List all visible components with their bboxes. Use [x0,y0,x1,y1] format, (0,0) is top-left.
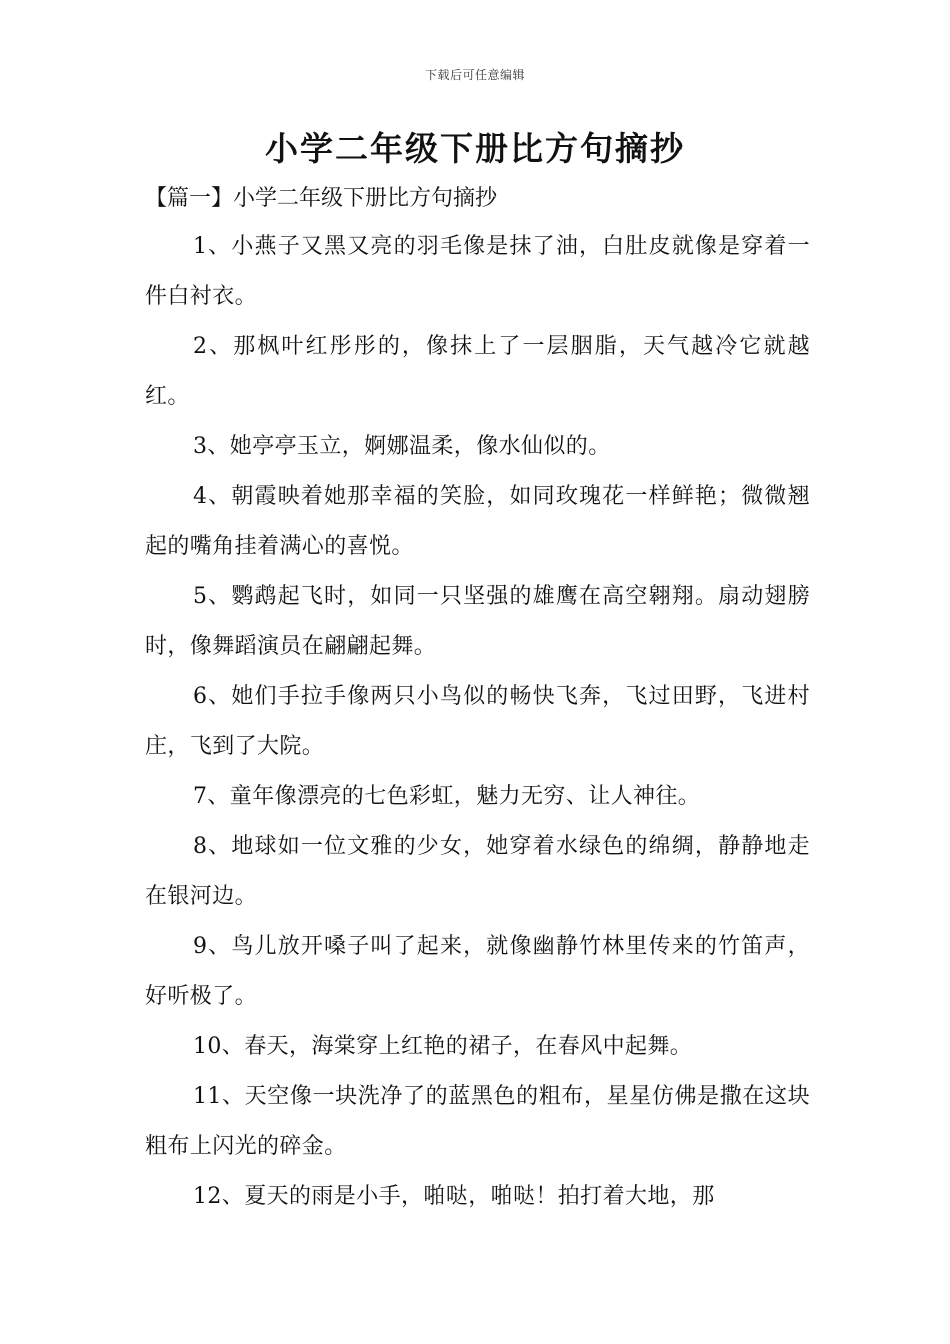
paragraph-7: 7、童年像漂亮的七色彩虹，魅力无穷、让人神往。 [193,784,701,809]
paragraph-12: 12、夏天的雨是小手，啪哒，啪哒！拍打着大地，那 [193,1184,715,1209]
paragraph-6: 6、她们手拉手像两只小鸟似的畅快飞奔，飞过田野，飞进村庄，飞到了大院。 [145,684,810,759]
paragraph-10: 10、春天，海棠穿上红艳的裙子，在春风中起舞。 [193,1034,693,1059]
paragraph-5: 5、鹦鹉起飞时，如同一只坚强的雄鹰在高空翱翔。扇动翅膀时，像舞蹈演员在翩翩起舞。 [145,584,810,659]
paragraph-3: 3、她亭亭玉立，婀娜温柔，像水仙似的。 [193,434,611,459]
paragraph-1: 1、小燕子又黑又亮的羽毛像是抹了油，白肚皮就像是穿着一件白衬衣。 [145,234,810,309]
header-note: 下载后可任意编辑 [424,68,525,82]
paragraph-2: 2、那枫叶红彤彤的，像抹上了一层胭脂，天气越冷它就越红。 [145,334,810,409]
section-heading: 【篇一】小学二年级下册比方句摘抄 [145,186,498,211]
paragraph-11: 11、天空像一块洗净了的蓝黑色的粗布，星星仿佛是撒在这块粗布上闪光的碎金。 [145,1084,810,1159]
paragraph-9: 9、鸟儿放开嗓子叫了起来，就像幽静竹林里传来的竹笛声，好听极了。 [145,934,810,1009]
paragraph-4: 4、朝霞映着她那幸福的笑脸，如同玫瑰花一样鲜艳；微微翘起的嘴角挂着满心的喜悦。 [145,484,810,559]
document-body [145,180,810,1222]
paragraph-8: 8、地球如一位文雅的少女，她穿着水绿色的绵绸，静静地走在银河边。 [145,834,810,909]
page-title: 小学二年级下册比方句摘抄 [265,129,685,168]
